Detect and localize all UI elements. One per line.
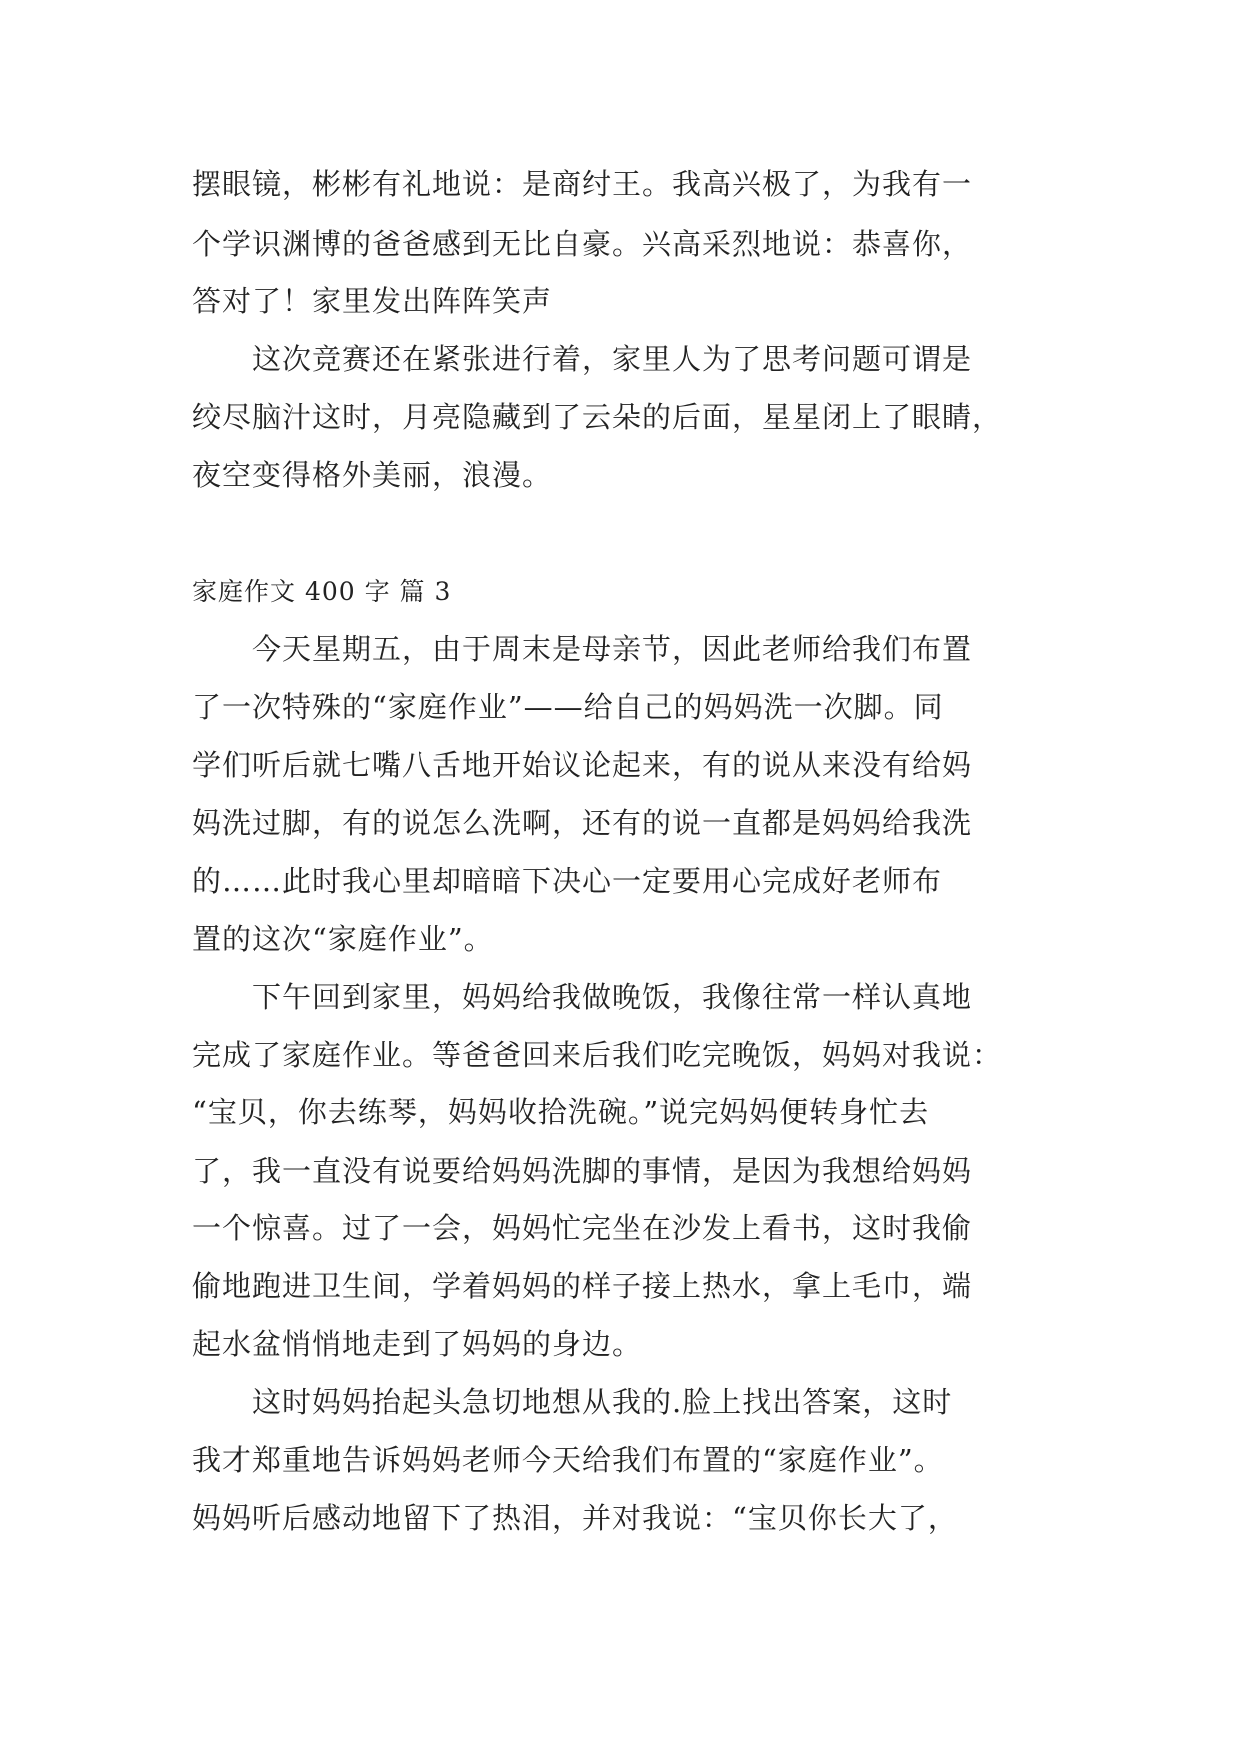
text-line: 摆眼镜，彬彬有礼地说：是商纣王。我高兴极了，为我有一: [192, 167, 973, 201]
text-line: 夜空变得格外美丽，浪漫。: [192, 458, 553, 492]
text-line: “宝贝，你去练琴，妈妈收拾洗碗。”说完妈妈便转身忙去: [192, 1095, 930, 1129]
text-line: 完成了家庭作业。等爸爸回来后我们吃完晚饭，妈妈对我说：: [192, 1038, 1003, 1072]
text-line: 绞尽脑汁这时，月亮隐藏到了云朵的后面，星星闭上了眼睛，: [192, 400, 1003, 434]
text-line: 一个惊喜。过了一会，妈妈忙完坐在沙发上看书，这时我偷: [192, 1211, 973, 1245]
text-line: 起水盆悄悄地走到了妈妈的身边。: [192, 1327, 643, 1361]
text-line: 了，我一直没有说要给妈妈洗脚的事情，是因为我想给妈妈: [192, 1154, 973, 1188]
text-line: 这时妈妈抬起头急切地想从我的.脸上找出答案，这时: [192, 1385, 953, 1419]
text-line: 妈妈听后感动地留下了热泪，并对我说：“宝贝你长大了，: [192, 1501, 958, 1535]
text-line: 今天星期五，由于周末是母亲节，因此老师给我们布置: [192, 632, 973, 666]
text-line: 妈洗过脚，有的说怎么洗啊，还有的说一直都是妈妈给我洗: [192, 806, 973, 840]
text-line: 我才郑重地告诉妈妈老师今天给我们布置的“家庭作业”。: [192, 1443, 944, 1477]
text-line: 这次竞赛还在紧张进行着，家里人为了思考问题可谓是: [192, 342, 973, 376]
text-line: 置的这次“家庭作业”。: [192, 922, 494, 956]
text-line: 了一次特殊的“家庭作业”——给自己的妈妈洗一次脚。同: [192, 690, 944, 724]
text-line: 个学识渊博的爸爸感到无比自豪。兴高采烈地说：恭喜你，: [192, 227, 973, 261]
text-line: 的……此时我心里却暗暗下决心一定要用心完成好老师布: [192, 864, 943, 898]
text-line: 下午回到家里，妈妈给我做晚饭，我像往常一样认真地: [192, 980, 973, 1014]
text-line: 偷地跑进卫生间，学着妈妈的样子接上热水，拿上毛巾，端: [192, 1269, 973, 1303]
text-line: 学们听后就七嘴八舌地开始议论起来，有的说从来没有给妈: [192, 748, 973, 782]
text-line: 答对了！家里发出阵阵笑声: [192, 284, 553, 318]
section-heading: 家庭作文 400 字 篇 3: [192, 577, 452, 606]
